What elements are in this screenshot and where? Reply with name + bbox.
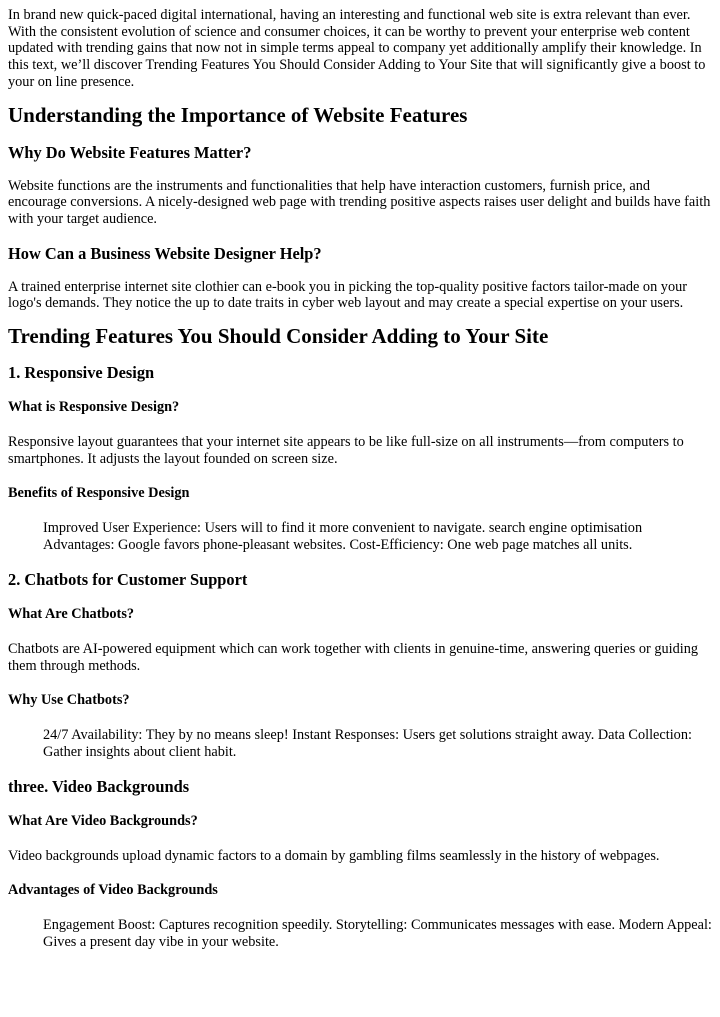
- feature-heading-responsive-design: 1. Responsive Design: [8, 363, 155, 383]
- feature-list-paragraph: Improved User Experience: Users will to find it more convenient to navigate. search engine optimisation Advantages: Google favors phone-pleasant websites. Cost-Efficiency: One web page matches all units.: [43, 520, 643, 554]
- subheading-why-features-matter: Why Do Website Features Matter?: [8, 142, 252, 162]
- feature-what-heading: What Are Chatbots?: [8, 605, 135, 622]
- section-heading-trending-features: Trending Features You Should Consider Adding to Your Site: [8, 324, 549, 349]
- feature-list-paragraph: Engagement Boost: Captures recognition speedily. Storytelling: Communicates messages with ease. Modern Appeal: Gives a present day vibe in your website.: [43, 917, 712, 951]
- feature-list-heading: Advantages of Video Backgrounds: [8, 882, 218, 899]
- feature-list-heading: Benefits of Responsive Design: [8, 485, 190, 502]
- feature-heading-video-backgrounds: three. Video Backgrounds: [8, 776, 190, 796]
- feature-list-heading: Why Use Chatbots?: [8, 692, 130, 709]
- feature-list-paragraph: 24/7 Availability: They by no means sleep! Instant Responses: Users get solutions straight away. Data Collection: Gather insights about client habit.: [43, 727, 692, 760]
- feature-what-heading: What is Responsive Design?: [8, 399, 180, 416]
- paragraph-why-features-matter: Website functions are the instruments and functionalities that help have interaction customers, furnish price, and encourage conversions. A nicely-designed web page with trending positive aspects raises user delight and builds have faith with your target audience.: [8, 177, 711, 227]
- intro-paragraph: In brand new quick-paced digital international, having an interesting and functional web site is extra relevant than ever. With the consistent evolution of science and consumer choices, it can be worthy to prevent your enterprise web content updated with trending gains that now not in simple terms appeal to company yet additionally amplify their knowledge. In this text, we’ll discover Trending Features You Should Consider Adding to Your Site that will significantly give a boost to your on line presence.: [8, 7, 706, 90]
- feature-what-paragraph: Video backgrounds upload dynamic factors to a domain by gambling films seamlessly in the history of webpages.: [8, 847, 660, 864]
- feature-what-heading: What Are Video Backgrounds?: [8, 812, 198, 829]
- feature-what-paragraph: Responsive layout guarantees that your internet site appears to be like full-size on all instruments—from computers to smartphones. It adjusts the layout founded on screen size.: [8, 434, 684, 467]
- feature-heading-chatbots: 2. Chatbots for Customer Support: [8, 569, 248, 589]
- section-heading-importance: Understanding the Importance of Website Features: [8, 102, 468, 127]
- paragraph-designer-help: A trained enterprise internet site clothier can e-book you in picking the top-quality positive factors tailor-made on your logo's demands. They notice the up to date traits in cyber web layout and may create a special expertise on your users.: [8, 278, 688, 312]
- feature-what-paragraph: Chatbots are AI-powered equipment which can work together with clients in genuine-time, answering queries or guiding them through methods.: [8, 640, 699, 674]
- subheading-designer-help: How Can a Business Website Designer Help?: [8, 243, 322, 263]
